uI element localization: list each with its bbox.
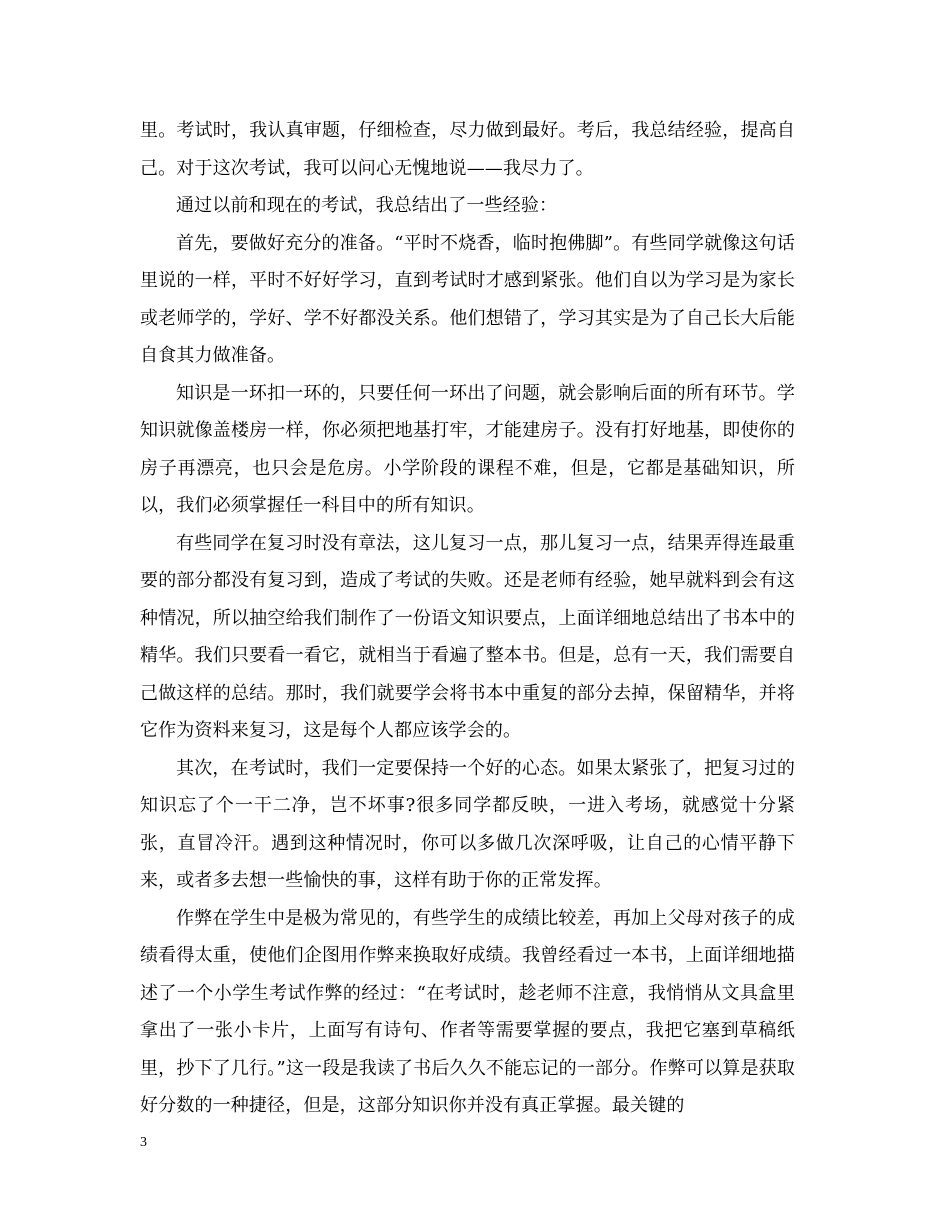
paragraph-preparation: 首先，要做好充分的准备。“平时不烧香，临时抱佛脚”。有些同学就像这句话里说的一样，平时不好好学习，直到考试时才感到紧张。他们自以为学习是为家长或老师学的，学好、学不好都没关系。他们想错了，学习其实是为了自己长大后能自食其力做准备。	[140, 232, 795, 366]
paragraph-review-method: 有些同学在复习时没有章法，这儿复习一点，那儿复习一点，结果弄得连最重要的部分都没有复习到，造成了考试的失败。还是老师有经验，她早就料到会有这种情况，所以抽空给我们制作了一份语文知识要点，上面详细地总结出了书本中的精华。我们只要看一看它，就相当于看遍了整本书。但是，总有一天，我们需要自己做这样的总结。那时，我们就要学会将书本中重复的部分去掉，保留精华，并将它作为资料来复习，这是每个人都应该学会的。	[140, 532, 795, 741]
paragraph-cheating: 作弊在学生中是极为常见的，有些学生的成绩比较差，再加上父母对孩子的成绩看得太重，使他们企图用作弊来换取好成绩。我曾经看过一本书，上面详细地描述了一个小学生考试作弊的经过：“在考试时，趁老师不注意，我悄悄从文具盒里拿出了一张小卡片，上面写有诗句、作者等需要掌握的要点，我把它塞到草稿纸里，抄下了几行。”这一段是我读了书后久久不能忘记的一部分。作弊可以算是获取好分数的一种捷径，但是，这部分知识你并没有真正掌握。最关键的	[140, 907, 795, 1116]
document-body	[140, 112, 795, 1125]
paragraph-intro-experience: 通过以前和现在的考试，我总结出了一些经验：	[176, 195, 558, 216]
paragraph-mindset: 其次，在考试时，我们一定要保持一个好的心态。如果太紧张了，把复习过的知识忘了个一干二净，岂不坏事?很多同学都反映，一进入考场，就感觉十分紧张，直冒冷汗。遇到这种情况时，你可以多做几次深呼吸，让自己的心情平静下来，或者多去想一些愉快的事，这样有助于你的正常发挥。	[140, 757, 795, 891]
page-number: 3	[140, 1135, 147, 1150]
paragraph-continuation: 里。考试时，我认真审题，仔细检查，尽力做到最好。考后，我总结经验，提高自己。对于这次考试，我可以问心无愧地说——我尽力了。	[140, 120, 795, 179]
paragraph-knowledge-chain: 知识是一环扣一环的，只要任何一环出了问题，就会影响后面的所有环节。学知识就像盖楼房一样，你必须把地基打牢，才能建房子。没有打好地基，即使你的房子再漂亮，也只会是危房。小学阶段的课程不难，但是，它都是基础知识，所以，我们必须掌握任一科目中的所有知识。	[140, 382, 795, 516]
